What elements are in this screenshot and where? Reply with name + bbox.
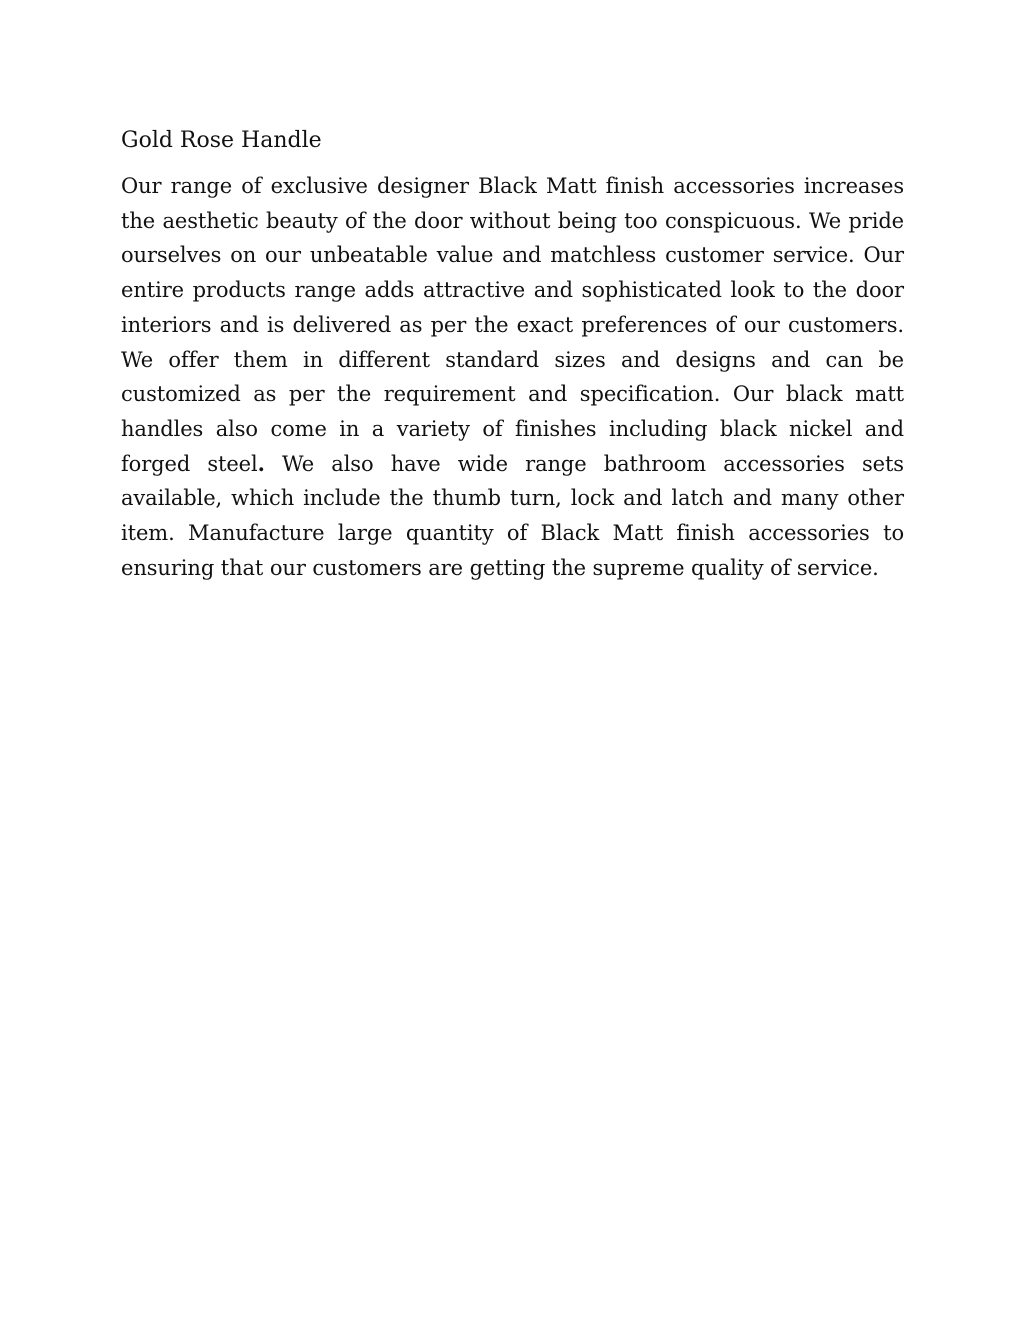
document-content xyxy=(121,124,904,585)
paragraph-text-part-2: We also have wide range bathroom accessories sets available, which include the thumb turn, lock and latch and many other item. Manufacture large quantity of Black Matt finish accessories to ensuring that our customers are getting the supreme quality of service. xyxy=(121,451,904,580)
document-title: Gold Rose Handle xyxy=(121,128,322,153)
paragraph-bold-period: . xyxy=(257,450,265,476)
document-paragraph xyxy=(121,169,904,585)
paragraph-text-part-1: Our range of exclusive designer Black Matt finish accessories increases the aesthetic beauty of the door without being too conspicuous. We pride ourselves on our unbeatable value and matchless customer service. Our entire products range adds attractive and sophisticated look to the door interiors and is delivered as per the exact preferences of our customers. We offer them in different standard sizes and designs and can be customized as per the requirement and specification. Our black matt handles also come in a variety of finishes including black nickel and forged steel xyxy=(121,174,904,476)
